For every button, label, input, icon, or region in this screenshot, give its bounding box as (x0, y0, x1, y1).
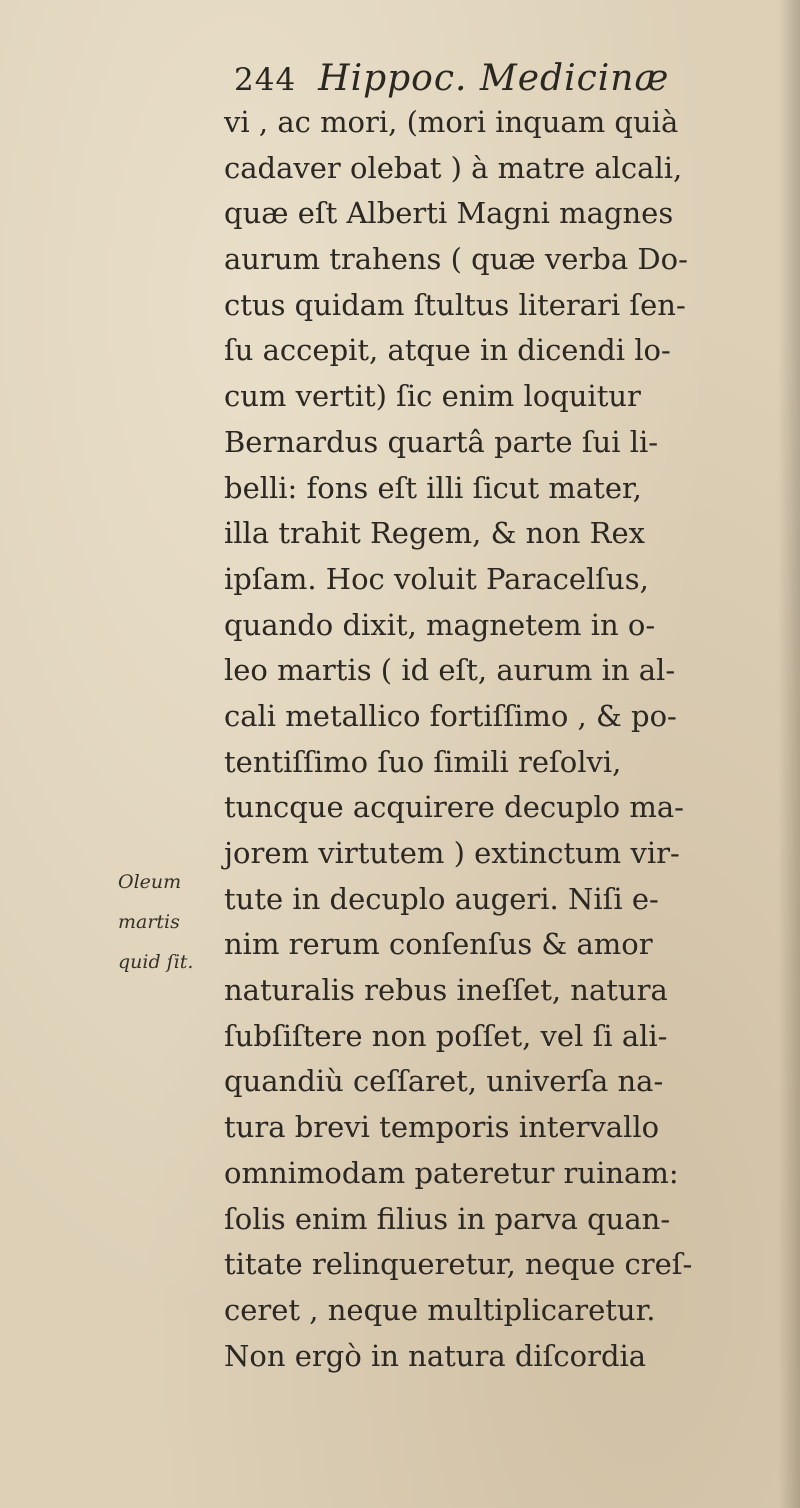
text-line: ſu accepit, atque in dicendi lo- (224, 333, 671, 368)
margin-note-line: Oleum (118, 871, 182, 893)
running-title: Hippoc. Medicinæ (318, 58, 670, 99)
text-line: tuncque acquirere decuplo ma- (224, 790, 684, 825)
body-text (224, 100, 794, 1379)
text-line: leo martis ( id eſt, aurum in al- (224, 653, 676, 688)
margin-note (118, 862, 222, 982)
text-line: aurum trahens ( quæ verba Do- (224, 242, 688, 277)
text-line: quæ eſt Alberti Magni magnes (224, 196, 674, 231)
text-line: ctus quidam ſtultus literari ſen- (224, 287, 686, 322)
text-line: ſolis enim filius in parva quan- (224, 1201, 671, 1236)
text-line: naturalis rebus ineſſet, natura (224, 973, 668, 1008)
page-number: 244 (234, 62, 297, 98)
text-line: tura brevi temporis intervallo (224, 1110, 660, 1145)
text-line: cadaver olebat ) à matre alcali, (224, 150, 683, 185)
text-line: ipſam. Hoc voluit Paracelſus, (224, 561, 649, 596)
text-line: illa trahit Regem, & non Rex (224, 516, 646, 551)
page-edge-shadow (778, 0, 800, 1508)
text-line: vi , ac mori, (mori inquam quià (224, 105, 679, 139)
text-line: jorem virtutem ) extinctum vir- (224, 836, 680, 870)
text-line: tute in decuplo augeri. Niſi e- (224, 881, 659, 916)
margin-note-line: martis (118, 911, 180, 933)
text-line: ceret , neque multiplicaretur. (224, 1292, 656, 1327)
text-line: omnimodam pateretur ruinam: (224, 1155, 679, 1190)
text-line: quando dixit, magnetem in o- (224, 607, 656, 642)
text-line: belli: fons eſt illi ſicut mater, (224, 470, 642, 505)
text-line: ſubſiſtere non poſſet, vel ſi ali- (224, 1018, 668, 1053)
margin-note-line: quid ſit. (118, 951, 194, 973)
text-line: nim rerum conſenſus & amor (224, 927, 653, 962)
text-line: cum vertit) ſic enim loquitur (224, 379, 641, 414)
text-line: quandiù ceſſaret, univerſa na- (224, 1064, 664, 1099)
text-line: tentiſſimo ſuo ſimili reſolvi, (224, 744, 622, 779)
text-line: titate relinqueretur, neque creſ- (224, 1247, 693, 1282)
text-line: Non ergò in natura diſcordia (224, 1338, 647, 1373)
text-line: Bernardus quartâ parte ſui li- (224, 424, 659, 459)
text-line: cali metallico fortiſſimo , & po- (224, 698, 677, 733)
